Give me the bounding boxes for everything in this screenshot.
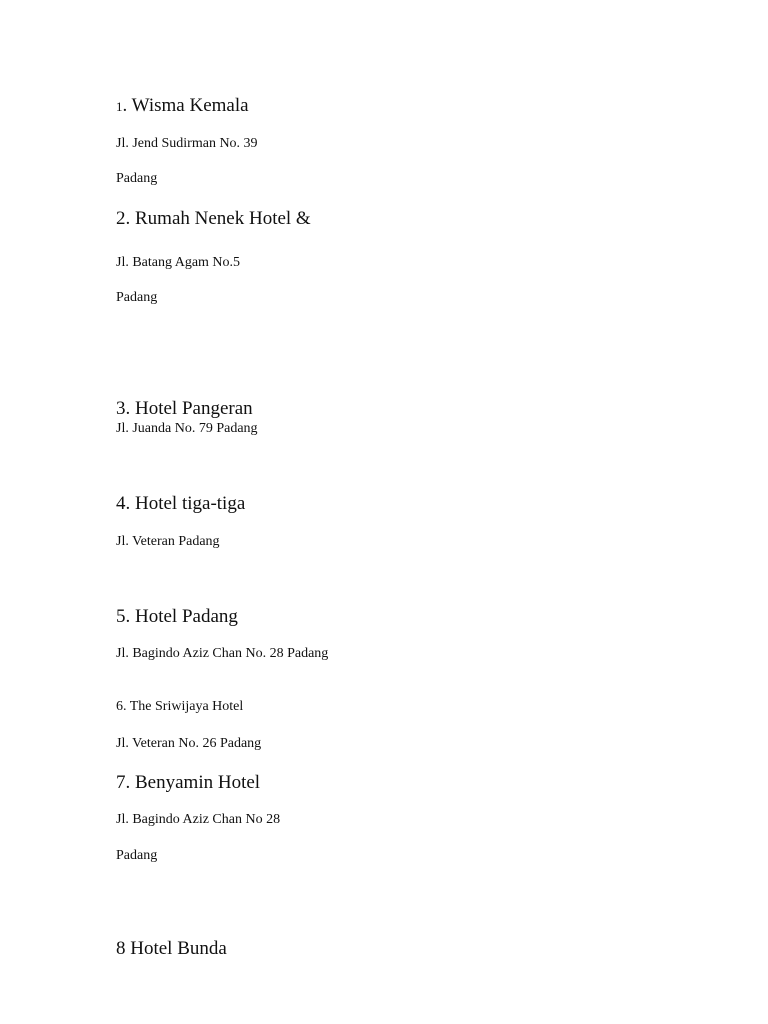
entry-2-address: Jl. Batang Agam No.5 <box>116 255 241 270</box>
entry-2-city: Padang <box>116 290 158 305</box>
entry-1-name: Wisma Kemala <box>131 95 249 116</box>
entry-4-title: 4. Hotel tiga-tiga <box>116 493 246 514</box>
entry-3-title: 3. Hotel Pangeran <box>116 398 253 419</box>
entry-1-title <box>116 96 249 115</box>
entry-1-address: Jl. Jend Sudirman No. 39 <box>116 136 258 151</box>
entry-7-address: Jl. Bagindo Aziz Chan No 28 <box>116 812 281 827</box>
entry-6-title: 6. The Sriwijaya Hotel <box>116 699 244 714</box>
entry-7-title: 7. Benyamin Hotel <box>116 772 261 793</box>
entry-7-city: Padang <box>116 848 158 863</box>
entry-1-number: 1 <box>116 99 123 114</box>
entry-6-address: Jl. Veteran No. 26 Padang <box>116 736 262 751</box>
entry-5-address: Jl. Bagindo Aziz Chan No. 28 Padang <box>116 646 329 661</box>
entry-1-city: Padang <box>116 171 158 186</box>
entry-2-title: 2. Rumah Nenek Hotel & <box>116 208 311 229</box>
entry-8-title: 8 Hotel Bunda <box>116 938 227 959</box>
entry-4-address: Jl. Veteran Padang <box>116 534 220 549</box>
entry-1-punct: . <box>122 95 132 116</box>
entry-5-title: 5. Hotel Padang <box>116 606 238 627</box>
entry-3-address: Jl. Juanda No. 79 Padang <box>116 421 258 436</box>
